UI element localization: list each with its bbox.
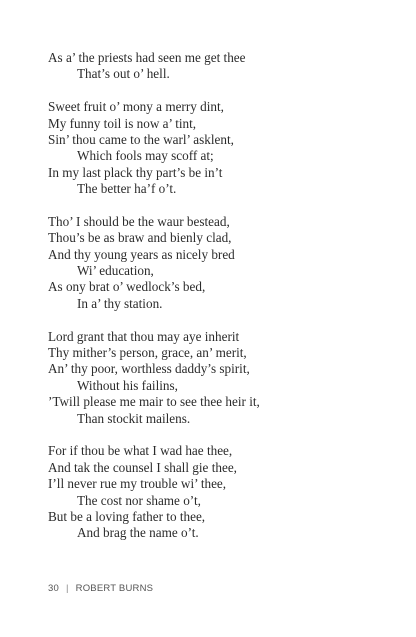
- poem-line: Sin’ thou came to the warl’ asklent,: [48, 131, 234, 147]
- poem-line: And thy young years as nicely bred: [48, 246, 235, 262]
- poem-line: Wi’ education,: [77, 263, 154, 279]
- poem-line: An’ thy poor, worthless daddy’s spirit,: [48, 361, 250, 377]
- poem-line: Thy mither’s person, grace, an’ merit,: [48, 345, 247, 361]
- stanza-1: [48, 50, 398, 83]
- poem-line: In a’ thy station.: [77, 295, 163, 311]
- poem-line: But be a loving father to thee,: [48, 508, 206, 524]
- poem-line: Than stockit mailens.: [77, 410, 191, 426]
- page-number: 30: [48, 583, 59, 594]
- stanza-4: [48, 329, 398, 427]
- poem-line: Tho’ I should be the waur bestead,: [48, 213, 230, 229]
- poem-line: Without his failins,: [77, 377, 178, 393]
- stanza-2: [48, 99, 398, 197]
- poem-line: Which fools may scoff at;: [77, 148, 214, 164]
- stanza-5: [48, 443, 398, 541]
- poem-line: As a’ the priests had seen me get thee: [48, 50, 246, 65]
- footer-separator: |: [65, 583, 69, 594]
- poem-line: Sweet fruit o’ mony a merry dint,: [48, 99, 224, 115]
- stanza-3: [48, 214, 398, 312]
- poem-line: My funny toil is now a’ tint,: [48, 115, 197, 131]
- poem-line: The better ha’f o’t.: [77, 181, 177, 197]
- poem-line: And brag the name o’t.: [77, 525, 199, 541]
- poem-line: That’s out o’ hell.: [77, 66, 170, 82]
- poem-line: The cost nor shame o’t,: [77, 492, 201, 508]
- poem-line: I’ll never rue my trouble wi’ thee,: [48, 476, 227, 492]
- poem-line: ’Twill please me mair to see thee heir it,: [48, 394, 260, 410]
- poem-line: In my last plack thy part’s be in’t: [48, 164, 223, 180]
- poem-line: And tak the counsel I shall gie thee,: [48, 459, 237, 475]
- page-footer: [48, 583, 153, 594]
- poem-line: Thou’s be as braw and bienly clad,: [48, 230, 232, 246]
- poem-line: As ony brat o’ wedlock’s bed,: [48, 279, 206, 295]
- poem-line: For if thou be what I wad hae thee,: [48, 443, 233, 459]
- poem-line: Lord grant that thou may aye inherit: [48, 328, 240, 344]
- running-head-author: ROBERT BURNS: [75, 583, 154, 594]
- poem-body: [48, 50, 398, 558]
